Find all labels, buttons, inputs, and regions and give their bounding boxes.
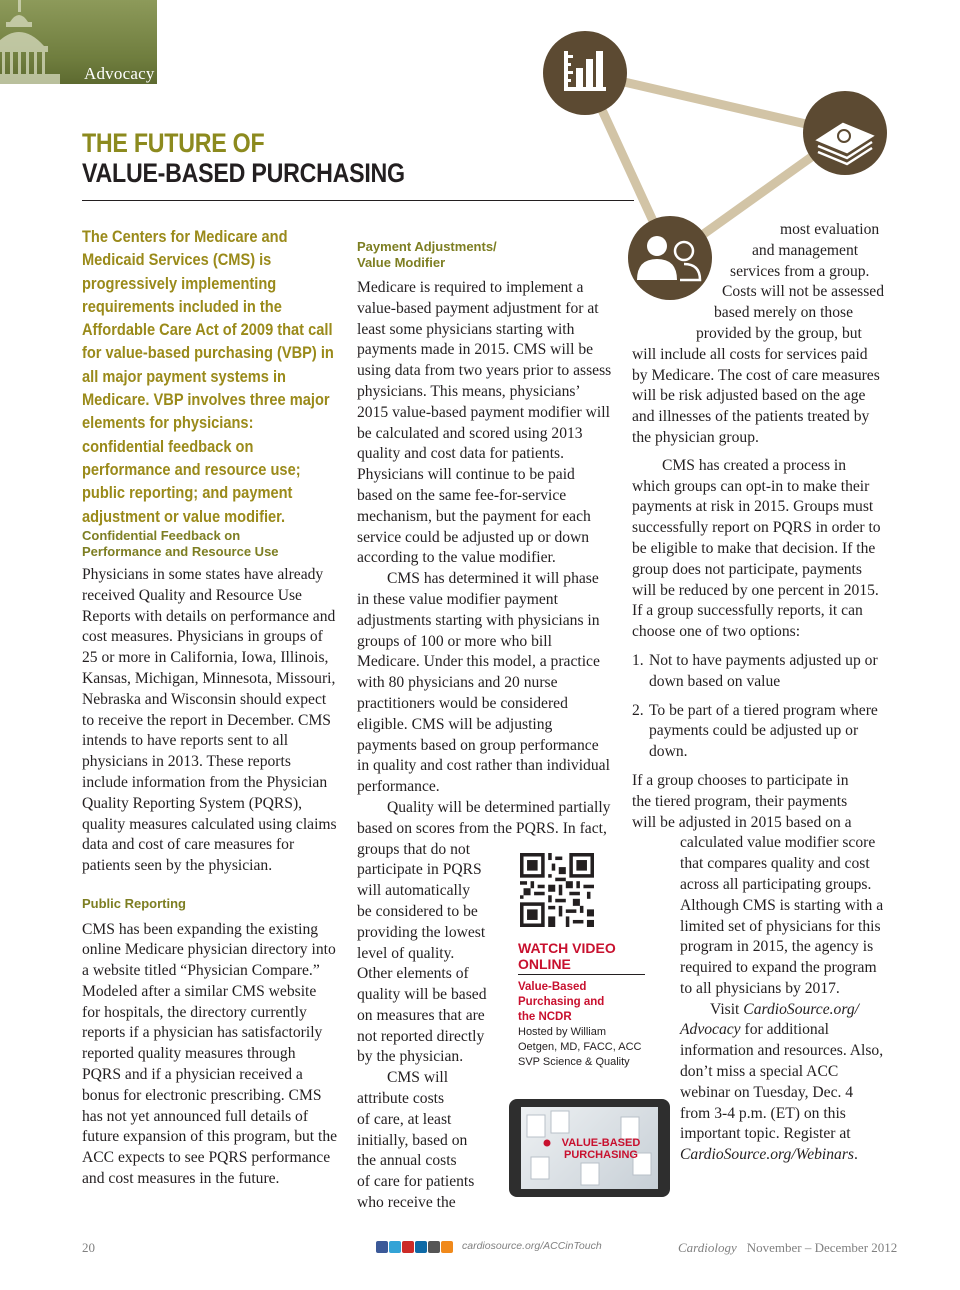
paragraph-public-reporting: CMS has been expanding the existing online Medicare physician directory into a website titled “Physician Compare.” Modeled after a similar CMS website for hospitals, the directory currently reports if a physician has satisfactorily reported quality measures through PQRS and if a physician received a bonus for electronic prescribing. CMS has not yet announced full details of future expansion of this program, but the ACC expects to see PQRS performance and cost measures in the future. xyxy=(82,920,338,1188)
subhead-line: Payment Adjustments/ xyxy=(357,239,497,254)
lede-paragraph xyxy=(82,225,334,528)
list-item xyxy=(632,651,884,693)
text-line: level of quality. xyxy=(357,944,455,962)
paragraph-payment-2: CMS has determined it will phase in these value modifier payment adjustments starting with physicians in groups of 100 or more who bill Medicare. Under this model, a practice with 80 physicians and 20 nurse practitioners would be considered eligible. CMS will be adjusting payments based on group performance in quality and cost rather than individual performance. xyxy=(357,570,610,796)
qr-code[interactable] xyxy=(520,853,594,927)
money-node xyxy=(803,91,887,175)
paragraph-tiered xyxy=(632,771,884,833)
text-line: not reported directly xyxy=(357,1027,485,1045)
subhead-line: Value Modifier xyxy=(357,254,446,270)
footer-issue xyxy=(678,1240,897,1256)
youtube-icon[interactable] xyxy=(402,1241,414,1253)
text-line: will include all costs for services paid xyxy=(632,345,868,363)
subtitle-line: Value-Based xyxy=(518,981,587,993)
text-line: groups that do not xyxy=(357,840,471,858)
lede-text: The Centers for Medicare and Medicaid Services (CMS) is progressively implementing requirements included in the Affordable Care Act of 2009 that call for value-based purchasing (VBP) in all major payment systems in Medicare. VBP involves three major elements for physicians: confidential feedback on performance and resource use; public reporting; and payment adjustment or value modifier. xyxy=(82,227,334,526)
rss-icon[interactable] xyxy=(441,1241,453,1253)
article-title-line1: THE FUTURE OF xyxy=(82,128,265,158)
bar-chart-node xyxy=(543,31,627,115)
section-label: Advocacy xyxy=(84,64,155,83)
subhead-payment-adjustments xyxy=(357,239,613,270)
text-line: providing the lowest xyxy=(357,923,486,941)
subtitle-line: Purchasing and xyxy=(518,996,605,1008)
host-line: Hosted by William xyxy=(518,1026,607,1038)
text-line: by the physician. xyxy=(357,1048,464,1066)
advocacy-link[interactable]: CardioSource.org/ Advocacy xyxy=(680,1000,859,1039)
facebook-icon[interactable] xyxy=(376,1241,388,1253)
googleplus-icon[interactable] xyxy=(428,1241,440,1253)
page-number: 20 xyxy=(82,1240,95,1255)
text-line: will be risk adjusted based on the age xyxy=(632,387,866,405)
paragraph-payment-1: Medicare is required to implement a value-based payment adjustment for at least some physicians starting with payments made in 2015. CMS will be using data from two years prior to assess physicians. This means, physicians’ 2015 value-based payment modifier will be calculated and scored using 2013 quality and cost data for patients. Physicians will continue to be paid based on the same fee-for-service mechanism, but the payment for each service could be adjusted up or down according to the value modifier. xyxy=(357,279,612,567)
text-line: most evaluation xyxy=(780,221,880,238)
video-host xyxy=(518,1025,648,1070)
column-1-part2 xyxy=(82,896,338,1190)
thumb-line: PURCHASING xyxy=(564,1149,638,1161)
paragraph-visit xyxy=(680,1000,884,1166)
text-span: Visit xyxy=(710,1000,744,1018)
text-line: of care, at least xyxy=(357,1110,452,1128)
subhead-public-reporting: Public Reporting xyxy=(82,896,186,911)
text-line: based on scores from the PQRS. In fact, xyxy=(357,819,607,837)
watch-video-heading[interactable] xyxy=(518,940,646,972)
text-span: . xyxy=(854,1146,858,1164)
text-line: initially, based on xyxy=(357,1131,468,1149)
paragraph-tiered-continued: calculated value modifier score that compares quality and cost across all participating groups. Although CMS is starting with a limited set of physicians for this program in 2015, the agency is required to expand the program to all physicians by 2017. xyxy=(680,834,884,997)
list-number: 2. xyxy=(632,701,644,719)
paragraph-opt-in: CMS has created a process in which groups can opt-in to make their payments at risk in 2015. Groups must successfully report on PQRS in order to be eligible to make that decision. If the group does not participate, payments will be reduced by one percent in 2015. If a group successfully reports, it can choose one of two options: xyxy=(632,456,881,641)
list-item xyxy=(632,701,884,763)
text-line: will be adjusted in 2015 based on a xyxy=(632,813,852,831)
video-subtitle xyxy=(518,980,648,1025)
text-line: and illnesses of the patients treated by xyxy=(632,408,870,426)
section-tab xyxy=(0,0,157,84)
title-divider xyxy=(82,200,634,201)
text-line: and management xyxy=(752,241,859,259)
text-line: Other elements of xyxy=(357,965,469,983)
magazine-name: Cardiology xyxy=(678,1240,737,1255)
options-list xyxy=(632,651,884,763)
text-line: Quality will be determined partially xyxy=(387,798,611,816)
issue-date: November – December 2012 xyxy=(746,1240,898,1255)
text-line: by Medicare. The cost of care measures xyxy=(632,366,880,384)
text-line: participate in PQRS xyxy=(357,861,482,879)
text-line: the physician group. xyxy=(632,428,759,446)
subhead-line: Performance and Resource Use xyxy=(82,543,279,559)
host-line: SVP Science & Quality xyxy=(518,1056,630,1068)
webinars-link[interactable]: CardioSource.org/Webinars xyxy=(680,1146,854,1164)
heading-line: ONLINE xyxy=(518,956,571,972)
text-line: provided by the group, but xyxy=(696,324,862,342)
text-line: Costs will not be assessed xyxy=(722,283,884,301)
column-3 xyxy=(632,220,884,1166)
article-title-line2: VALUE-BASED PURCHASING xyxy=(82,158,405,188)
text-line: services from a group. xyxy=(730,262,870,280)
list-text: To be part of a tiered program where payments could be adjusted up or down. xyxy=(649,701,878,761)
subtitle-line: the NCDR xyxy=(518,1011,572,1023)
linkedin-icon[interactable] xyxy=(415,1241,427,1253)
video-divider xyxy=(518,974,645,975)
paragraph-feedback: Physicians in some states have already received Quality and Resource Use Reports with details on performance and cost measures. Physicians in groups of 25 or more in California, Iowa, Illinois, Kansas, Michigan, Minnesota, Missouri, Nebraska and Wisconsin should expect to receive the report in December. CMS intends to have reports sent to all physicians in 2013. These reports include information from the Physician Quality Reporting System (PQRS), quality measures calculated using claims data and cost of care measures for patients seen by the physician. xyxy=(82,566,337,875)
heading-line: WATCH VIDEO xyxy=(518,940,616,956)
text-line: If a group chooses to participate in xyxy=(632,771,849,789)
host-line: Oetgen, MD, FACC, ACC xyxy=(518,1041,642,1053)
text-span: for additional information and resources. Also, don’t miss a special ACC webinar on Tuesday, Dec. 4 from 3-4 p.m. (ET) on this important topic. Register at xyxy=(680,1021,884,1143)
text-line: the tiered program, their payments xyxy=(632,792,848,810)
text-line: quality will be based xyxy=(357,986,487,1004)
text-line: the annual costs xyxy=(357,1152,457,1170)
list-text: Not to have payments adjusted up or down based on value xyxy=(649,651,878,690)
text-line: will automatically xyxy=(357,882,471,900)
text-line: attribute costs xyxy=(357,1090,445,1108)
thumb-line: VALUE-BASED xyxy=(561,1137,641,1149)
social-icons xyxy=(376,1240,454,1258)
text-line: based merely on those xyxy=(714,304,854,322)
subhead-confidential-feedback xyxy=(82,528,338,559)
list-number: 1. xyxy=(632,651,644,669)
text-line: CMS will xyxy=(387,1069,449,1087)
column-1 xyxy=(82,528,338,877)
twitter-icon[interactable] xyxy=(389,1241,401,1253)
paragraph-costs xyxy=(632,220,884,449)
text-line: of care for patients xyxy=(357,1173,475,1191)
social-url-link[interactable]: cardiosource.org/ACCinTouch xyxy=(462,1240,602,1252)
text-line: on measures that are xyxy=(357,1006,485,1024)
text-line: be considered to be xyxy=(357,902,478,920)
text-line: who receive the xyxy=(357,1194,456,1212)
subhead-line: Confidential Feedback on xyxy=(82,528,241,543)
